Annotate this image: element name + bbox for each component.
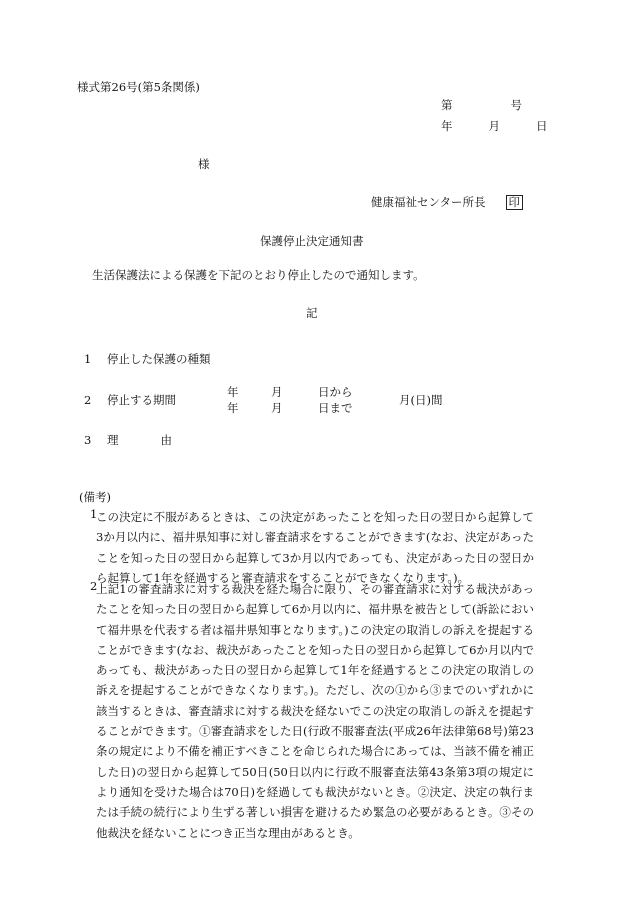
note-2-number: 2: [90, 579, 98, 593]
note-1-text: [96, 507, 534, 588]
period-to-day: 日まで: [318, 401, 353, 415]
document-number-suffix: 号: [510, 98, 522, 112]
issue-date: [441, 119, 548, 133]
item-2-label: 停止する期間: [107, 393, 176, 407]
period-from-month: 月: [271, 385, 283, 399]
ki-heading: 記: [306, 306, 318, 320]
form-number: 様式第26号(第5条関係): [77, 80, 200, 94]
note-2-body: 上記1の審査請求に対する裁決を経た場合に限り、その審査請求に対する裁決があったことを知った日の翌日から起算して6か月以内に、福井県を被告として(訴訟において福井県を代表する者は福井県知事となります。)この決定の取消しの訴えを提起することができます(なお、裁決があったことを知った日の翌日から起算して6か月以内であっても、裁決があった日の翌日から起算して1年を経過するとこの決定の取消しの訴えを提起することができなくなります。)。ただし、次の①から③までのいずれかに該当するときは、審査請求に対する裁決を経ないでこの決定の取消しの訴えを提起することができます。①審査請求をした日(行政不服審査法(平成26年法律第68号)第23条の規定により不備を補正すべきことを命じられた場合にあっては、当該不備を補正した日)の翌日から起算して50日(50日以内に行政不服審査法第43条第3項の規定により通知を受けた場合は70日)を経過しても裁決がないとき。②決定、決定の執行または手続の続行により生ずる著しい損害を避けるため緊急の必要があるとき。③その他裁決を経ないことにつき正当な理由があるとき。: [96, 582, 534, 840]
date-day: 日: [536, 119, 548, 133]
addressee-honorific: 様: [198, 157, 210, 171]
date-year: 年: [441, 119, 453, 133]
note-1-number: 1: [90, 507, 98, 521]
item-3-label-b: 由: [160, 433, 172, 447]
date-month: 月: [488, 119, 500, 133]
item-1-label: 停止した保護の種類: [107, 352, 211, 366]
sender-line: [371, 195, 523, 210]
note-1-body: この決定に不服があるときは、この決定があったことを知った日の翌日から起算して3か月以内に、福井県知事に対し審査請求をすることができます(なお、決定があったことを知った日の翌日から起算して3か月以内であっても、決定があった日の翌日から起算して1年を経過すると審査請求をすることができなくなります。)。: [96, 510, 534, 585]
document-title: 保護停止決定通知書: [260, 234, 364, 248]
period-duration: 月(日)間: [399, 393, 443, 407]
sender-name: 健康福祉センター所長: [371, 195, 486, 209]
item-1-number: 1: [84, 352, 92, 366]
notes-heading: (備考): [79, 490, 111, 504]
document-number-prefix: 第: [441, 98, 453, 112]
item-2-number: 2: [84, 393, 92, 407]
document-number: [441, 98, 522, 112]
item-3-label: [107, 433, 172, 447]
note-2-text: [96, 579, 534, 843]
period-from-year: 年: [227, 385, 239, 399]
seal-mark: 印: [506, 195, 524, 210]
period-to-year: 年: [227, 401, 239, 415]
intro-text: 生活保護法による保護を下記のとおり停止したので通知します。: [92, 268, 425, 282]
period-from-day: 日から: [318, 385, 353, 399]
item-3-number: 3: [84, 433, 92, 447]
item-3-label-a: 理: [107, 433, 119, 447]
period-to-month: 月: [271, 401, 283, 415]
